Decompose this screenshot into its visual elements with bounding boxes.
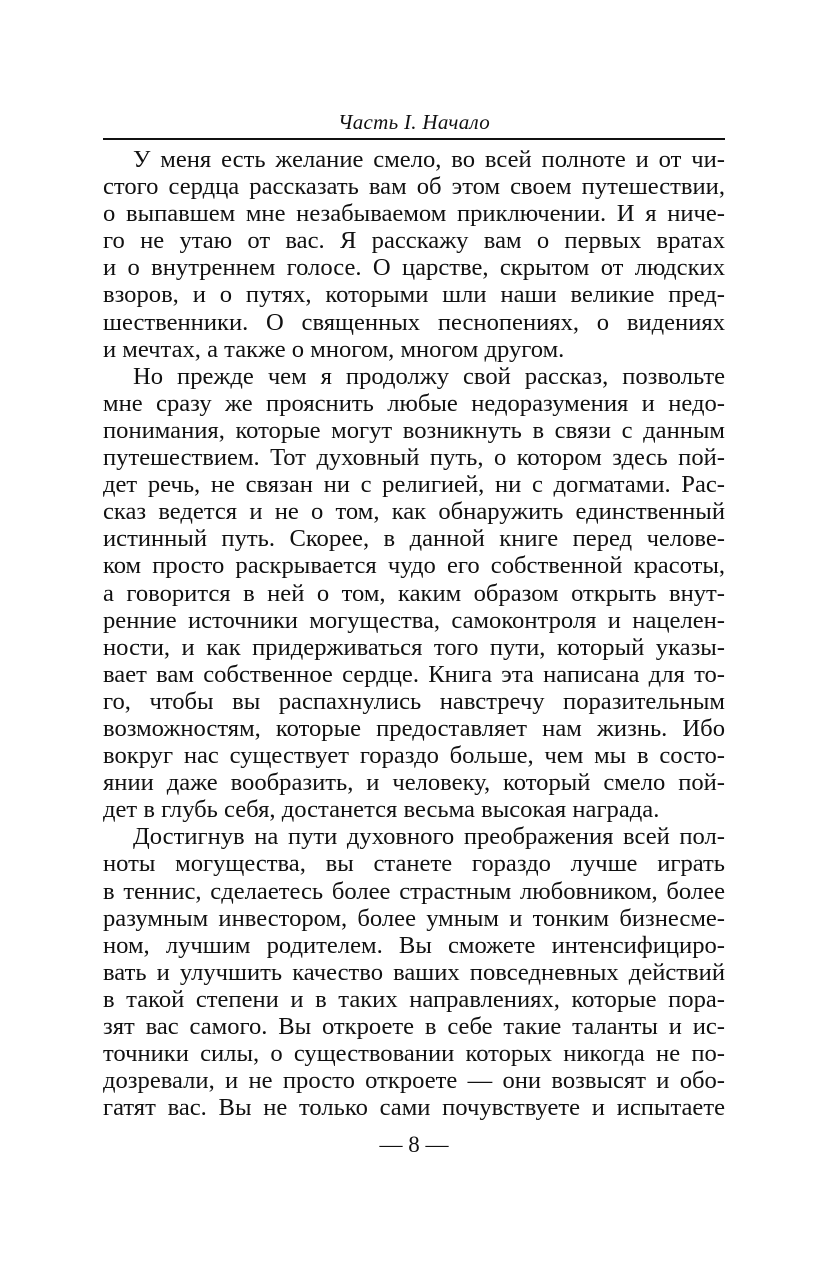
text-line: янии даже вообразить, и человеку, который смело пой- — [103, 769, 725, 797]
text-line: понимания, которые могут возникнуть в связи с данным — [103, 416, 725, 444]
text-line: разумным инвестором, более умным и тонким бизнесме- — [103, 904, 725, 932]
paragraph — [103, 146, 725, 363]
text-line: сказ ведется и не о том, как обнаружить единственный — [103, 498, 725, 526]
text-line: дозревали, и не просто откроете — они возвысят и обо- — [103, 1067, 725, 1095]
body-text — [103, 146, 725, 1121]
text-line: возможностям, которые предоставляет нам жизнь. Ибо — [103, 714, 725, 742]
text-line: вать и улучшить качество ваших повседневных действий — [103, 958, 725, 986]
text-line: путешествием. Тот духовный путь, о котором здесь пой- — [103, 444, 725, 472]
text-line: взоров, и о путях, которыми шли наши великие пред- — [103, 281, 725, 309]
text-line: и мечтах, а также о многом, многом другом. — [103, 335, 565, 363]
text-line: шественники. О священных песнопениях, о видениях — [103, 308, 725, 336]
text-line: гатят вас. Вы не только сами почувствуете и испытаете — [103, 1094, 725, 1122]
text-line: в теннис, сделаетесь более страстным любовником, более — [103, 877, 725, 905]
text-line: У меня есть желание смело, во всей полноте и от чи- — [133, 146, 725, 173]
text-line: стого сердца рассказать вам об этом своем путешествии, — [103, 173, 725, 201]
text-line: вает вам собственное сердце. Книга эта написана для то- — [103, 660, 725, 688]
text-line: истинный путь. Скорее, в данной книге перед челове- — [103, 525, 725, 553]
text-line: зят вас самого. Вы откроете в себе такие таланты и ис- — [103, 1013, 725, 1040]
text-line: о выпавшем мне незабываемом приключении. И я ниче- — [103, 200, 725, 228]
text-line: ности, и как придерживаться того пути, который указы- — [103, 633, 725, 661]
text-line: Достигнув на пути духовного преображения всей пол- — [133, 823, 725, 851]
text-line: и о внутреннем голосе. О царстве, скрытом от людских — [103, 254, 725, 282]
text-line: вокруг нас существует гораздо больше, чем мы в состо- — [103, 742, 725, 770]
text-line: ном, лучшим родителем. Вы сможете интенсифициро- — [103, 931, 725, 959]
text-line: в такой степени и в таких направлениях, которые пора- — [103, 985, 725, 1013]
text-line: мне сразу же прояснить любые недоразумения и недо- — [103, 389, 725, 417]
text-line: точники силы, о существовании которых никогда не по- — [103, 1040, 725, 1068]
text-line: ренние источники могущества, самоконтроля и нацелен- — [103, 606, 725, 634]
running-header: Часть I. Начало — [337, 110, 491, 134]
text-line: ком просто раскрывается чудо его собственной красоты, — [103, 552, 725, 580]
text-line: го, чтобы вы распахнулись навстречу поразительным — [103, 687, 725, 715]
text-line: ноты могущества, вы станете гораздо лучше играть — [103, 850, 725, 878]
page-number: — 8 — — [379, 1132, 449, 1157]
paragraph — [103, 823, 725, 1121]
text-line: дет в глубь себя, достанется весьма высокая награда. — [103, 796, 660, 824]
text-line: го не утаю от вас. Я расскажу вам о первых вратах — [103, 227, 725, 255]
text-line: а говорится в ней о том, каким образом открыть внут- — [103, 579, 725, 607]
header-rule — [103, 138, 725, 140]
text-line: дет речь, не связан ни с религией, ни с догматами. Рас- — [103, 471, 725, 499]
text-line: Но прежде чем я продолжу свой рассказ, позвольте — [133, 362, 725, 390]
paragraph — [103, 363, 725, 824]
